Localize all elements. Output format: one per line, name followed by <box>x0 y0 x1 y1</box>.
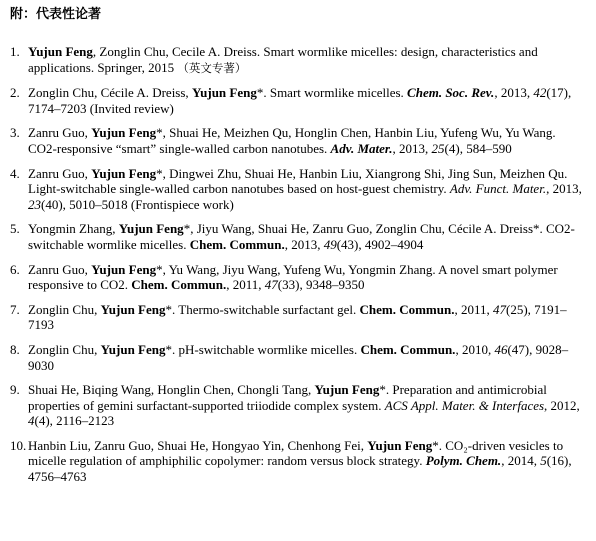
publication-entry <box>10 382 586 429</box>
publication-entry <box>10 438 586 485</box>
citation-text: (16), 4756–4763 <box>28 453 572 485</box>
citation-text: , 2010, <box>455 341 495 357</box>
publication-entry <box>10 221 586 252</box>
publication-number: 1. <box>10 44 20 59</box>
citation-text: *, Dingwei Zhu, Shuai He, Hanbin Liu, Xiangrong Shi, Jing Sun, Meizhen Qu. Light-switchable single-walled carbon nanotubes based on host-guest chemistry. <box>28 165 568 197</box>
citation-text: Zanru Guo, <box>28 165 92 181</box>
publication-number: 5. <box>10 221 20 237</box>
citation-text: Zonglin Chu, <box>28 301 101 317</box>
publication-entry <box>10 44 586 76</box>
publication-number: 4. <box>10 165 20 181</box>
bold-text: Chem. Commun. <box>360 341 456 357</box>
journal-name: Adv. Mater. <box>330 140 393 156</box>
publication-entry <box>10 262 586 293</box>
publication-number: 10. <box>10 437 27 453</box>
publication-citation <box>28 166 586 213</box>
bold-text: Yujun Feng <box>91 261 157 277</box>
italic-text: 25 <box>431 140 445 156</box>
citation-text: (47), 9028–9030 <box>28 341 569 373</box>
italic-text: 47 <box>264 277 278 293</box>
italic-text: 4 <box>28 413 35 429</box>
journal-name: Polym. Chem. <box>425 453 502 469</box>
bold-text: Yujun Feng <box>91 125 157 141</box>
journal-name: Chem. Soc. Rev. <box>407 85 495 101</box>
bold-text: Yujun Feng <box>191 85 257 101</box>
citation-text: , 2013, <box>392 140 432 156</box>
publication-citation <box>28 125 586 156</box>
bold-text: Yujun Feng <box>118 221 184 237</box>
publication-number: 9. <box>10 382 20 398</box>
bold-text: Yujun Feng <box>100 341 166 357</box>
publication-number: 6. <box>10 261 20 277</box>
citation-text: *. Smart wormlike micelles. <box>256 85 408 101</box>
citation-text: , 2012, <box>544 397 580 413</box>
publication-citation <box>28 438 586 485</box>
citation-text: (4), 584–590 <box>444 140 512 156</box>
publication-number: 8. <box>10 341 20 357</box>
citation-text: *. CO₂-driven vesicles to micelle regulation of amphiphilic copolymer: random versus block strategy. <box>28 437 564 469</box>
citation-text: (25), 7191–7193 <box>28 301 567 333</box>
publication-number: 7. <box>10 301 20 317</box>
citation-text: , 2014, <box>501 453 541 469</box>
bold-text: Yujun Feng <box>91 165 157 181</box>
bold-text: Yujun Feng <box>367 437 433 453</box>
citation-text: *. Thermo-switchable surfactant gel. <box>165 301 360 317</box>
publication-number: 3. <box>10 125 20 141</box>
section-heading: 附：代表性论著 <box>10 7 102 22</box>
citation-text: (43), 4902–4904 <box>336 236 424 252</box>
chinese-note: （英文专著） <box>177 60 247 75</box>
citation-text: (40), 5010–5018 (Frontispiece work) <box>41 196 234 212</box>
citation-text: (17), 7174–7203 (Invited review) <box>28 85 572 116</box>
italic-text: ACS Appl. Mater. & Interfaces <box>384 397 545 413</box>
publication-citation <box>28 262 586 293</box>
bold-text: Chem. Commun. <box>131 277 227 293</box>
citation-text: Zonglin Chu, <box>28 341 101 357</box>
publication-number: 2. <box>10 85 20 101</box>
citation-text: , 2011, <box>454 301 493 317</box>
citation-text: , Zonglin Chu, Cecile A. Dreiss. Smart wormlike micelles: design, characteristics and applications. Springer, 2015 <box>28 44 538 75</box>
citation-text: Zanru Guo, <box>28 261 92 277</box>
citation-text: *. pH-switchable wormlike micelles. <box>165 341 361 357</box>
publication-list <box>10 44 586 485</box>
italic-text: Adv. Funct. Mater. <box>449 181 547 197</box>
publication-entry <box>10 125 586 156</box>
publication-citation <box>28 44 586 76</box>
citation-text: *, Shuai He, Meizhen Qu, Honglin Chen, Hanbin Liu, Yufeng Wu, Yu Wang. CO2-responsive “smart” single-walled carbon nanotubes. <box>28 125 556 156</box>
publication-entry <box>10 342 586 373</box>
citation-text: Hanbin Liu, Zanru Guo, Shuai He, Hongyao Yin, Chenhong Fei, <box>28 437 368 453</box>
bold-text: Yujun Feng <box>314 382 380 398</box>
citation-text: , 2013, <box>546 181 582 197</box>
italic-text: 42 <box>533 85 547 101</box>
italic-text: 5 <box>540 453 547 469</box>
italic-text: 47 <box>493 301 506 317</box>
publication-citation <box>28 382 586 429</box>
citation-text: , 2011, <box>226 277 265 293</box>
citation-text: , 2013, <box>494 85 534 101</box>
italic-text: 23 <box>28 196 41 212</box>
bold-text: Yujun Feng <box>100 301 166 317</box>
publication-entry <box>10 302 586 333</box>
citation-text: (4), 2116–2123 <box>34 413 115 429</box>
publication-entry <box>10 166 586 213</box>
publication-citation <box>28 221 586 252</box>
citation-text: *. Preparation and antimicrobial properties of gemini surfactant-supported triiodide complex system. <box>28 382 547 413</box>
italic-text: 49 <box>323 236 337 252</box>
bold-text: Yujun Feng <box>28 44 93 59</box>
italic-text: 46 <box>494 341 508 357</box>
publication-entry <box>10 85 586 116</box>
citation-text: Shuai He, Biqing Wang, Honglin Chen, Chongli Tang, <box>28 382 315 398</box>
bold-text: Chem. Commun. <box>189 236 285 252</box>
citation-text: (33), 9348–9350 <box>277 277 365 293</box>
bold-text: Chem. Commun. <box>359 301 455 317</box>
citation-text: Zanru Guo, <box>28 125 92 141</box>
publication-citation <box>28 85 586 116</box>
publication-citation <box>28 302 586 333</box>
citation-text: Zonglin Chu, Cécile A. Dreiss, <box>28 85 192 101</box>
citation-text: , 2013, <box>284 236 324 252</box>
citation-text: *, Yu Wang, Jiyu Wang, Yufeng Wu, Yongmin Zhang. A novel smart polymer responsive to CO2. <box>28 261 558 293</box>
publication-citation <box>28 342 586 373</box>
citation-text: *, Jiyu Wang, Shuai He, Zanru Guo, Zonglin Chu, Cécile A. Dreiss*. CO2-switchable wormlike micelles. <box>28 221 575 252</box>
citation-text: Yongmin Zhang, <box>28 221 119 237</box>
